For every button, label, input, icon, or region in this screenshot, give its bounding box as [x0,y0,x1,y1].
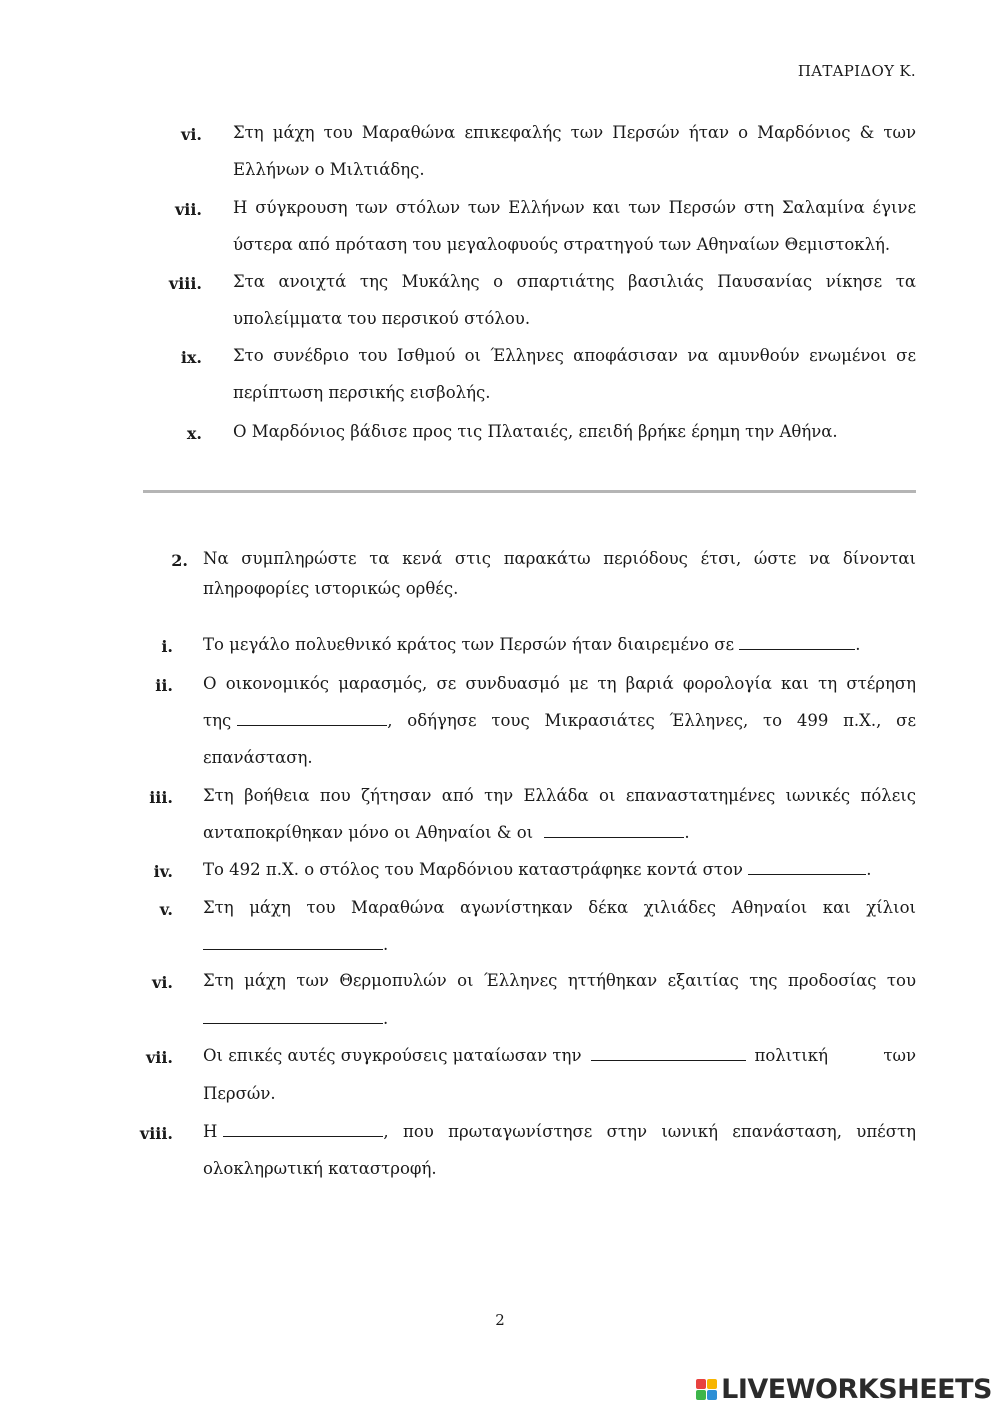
item-text-line: Στα ανοιχτά της Μυκάλης ο σπαρτιάτης βασιλιάς Παυσανίας νίκησε τα [233,272,916,291]
sentence-text: της [203,711,232,730]
sentence-text: πολιτική [754,1046,828,1065]
item-number: vii. [174,200,202,219]
question-number: 2. [171,551,188,570]
blank-field[interactable] [748,860,866,875]
sentence-text: Η [203,1122,218,1141]
blank-field[interactable] [544,823,684,838]
sentence-text: επανάσταση. [203,748,313,767]
fill-sentence [203,823,690,842]
item-number: vi. [181,125,202,144]
item-number: ii. [155,676,173,695]
fill-sentence [203,635,861,654]
item-text-line: Στη μάχη του Μαραθώνα επικεφαλής των Περσών ήταν ο Μαρδόνιος & των [233,123,916,142]
item-text-line: Η σύγκρουση των στόλων των Ελλήνων και των Περσών στη Σαλαμίνα έγινε [233,198,916,217]
sentence-text: ολοκληρωτική καταστροφή. [203,1159,437,1178]
fill-sentence [203,1122,916,1141]
sentence-text: Το 492 π.Χ. ο στόλος του Μαρδόνιου καταστράφηκε κοντά στον [203,860,743,879]
item-number: iv. [153,862,173,881]
blank-field[interactable] [223,1122,383,1137]
item-number: viii. [139,1124,173,1143]
blank-field[interactable] [203,935,383,950]
instruction-line: πληροφορίες ιστορικώς ορθές. [203,579,459,598]
sentence-end: . [866,860,872,879]
sentence-text: Στη βοήθεια που ζήτησαν από την Ελλάδα οι επαναστατημένες ιωνικές πόλεις [203,786,916,805]
section-divider [143,490,916,493]
sentence-end: . [383,935,389,954]
item-text-line: Στο συνέδριο του Ισθμού οι Έλληνες αποφάσισαν να αμυνθούν ενωμένοι σε [233,346,916,365]
sentence-text: των [883,1046,916,1065]
sentence-end: . [383,1009,389,1028]
sentence-text: Οι επικές αυτές συγκρούσεις ματαίωσαν την [203,1046,582,1065]
sentence-text: Περσών. [203,1084,276,1103]
instruction-line: Να συμπληρώστε τα κενά στις παρακάτω περιόδους έτσι, ώστε να δίνονται [203,549,916,568]
item-number: iii. [149,788,173,807]
sentence-text: , που πρωταγωνίστησε στην ιωνική επανάσταση, υπέστη [383,1122,916,1141]
sentence-text: , οδήγησε τους Μικρασιάτες Έλληνες, το 499 π.Χ., σε [387,711,916,730]
blank-field[interactable] [591,1046,746,1061]
item-text-line: περίπτωση περσικής εισβολής. [233,383,491,402]
fill-sentence [203,1046,916,1065]
item-text-line: ύστερα από πρόταση του μεγαλοφυούς στρατηγού των Αθηναίων Θεμιστοκλή. [233,235,891,254]
sentence-text: Το μεγάλο πολυεθνικό κράτος των Περσών ήταν διαιρεμένο σε [203,635,735,654]
fill-sentence [203,711,916,730]
blank-field[interactable] [237,711,387,726]
blank-field[interactable] [203,1009,383,1024]
header-author: ΠΑΤΑΡΙΔΟΥ Κ. [797,62,916,80]
item-number: v. [159,900,173,919]
sentence-text: ανταποκρίθηκαν μόνο οι Αθηναίοι & οι [203,823,534,842]
sentence-text: Στη μάχη του Μαραθώνα αγωνίστηκαν δέκα χιλιάδες Αθηναίοι και χίλιοι [203,898,916,917]
item-text-line: υπολείμματα του περσικού στόλου. [233,309,531,328]
sentence-end: . [684,823,690,842]
item-number: i. [161,637,173,656]
logo-wordmark: LIVEWORKSHEETS [721,1374,992,1405]
item-number: viii. [168,274,202,293]
logo-tiles-icon [696,1379,717,1400]
sentence-text: Ο οικονομικός μαρασμός, σε συνδυασμό με τη βαριά φορολογία και τη στέρηση [203,674,916,693]
fill-sentence [203,1009,388,1028]
item-number: vii. [145,1048,173,1067]
item-number: vi. [152,973,173,992]
liveworksheets-logo [696,1374,992,1405]
sentence-end: . [855,635,861,654]
sentence-text: Στη μάχη των Θερμοπυλών οι Έλληνες ηττήθηκαν εξαιτίας της προδοσίας του [203,971,916,990]
item-number: ix. [180,348,202,367]
item-number: x. [186,424,202,443]
item-text-line: Ελλήνων ο Μιλτιάδης. [233,160,425,179]
fill-sentence [203,860,871,879]
page-number: 2 [495,1311,505,1329]
fill-sentence [203,935,388,954]
item-text-line: Ο Μαρδόνιος βάδισε προς τις Πλαταιές, επειδή βρήκε έρημη την Αθήνα. [233,422,838,441]
blank-field[interactable] [739,635,855,650]
